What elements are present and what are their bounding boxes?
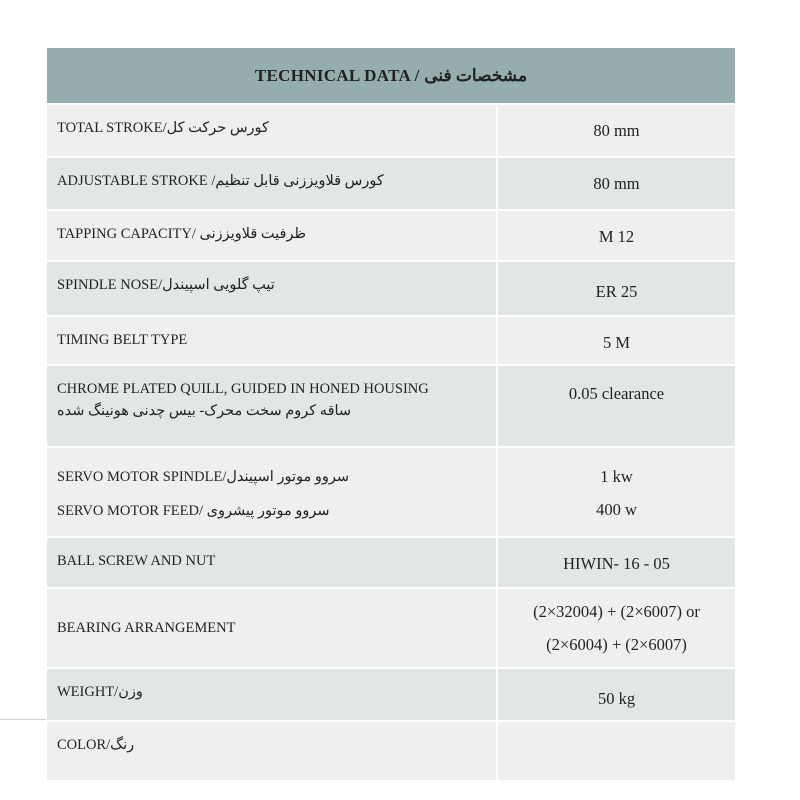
table-row [47, 211, 735, 262]
row-label: BALL SCREW AND NUT [47, 538, 498, 587]
row-label: COLOR/رنگ [47, 722, 498, 780]
table-row [47, 589, 735, 669]
row-value: 0.05 clearance [498, 366, 735, 446]
row-label: TAPPING CAPACITY/ ظرفیت قلاویززنی [47, 211, 498, 260]
row-label: TIMING BELT TYPE [47, 317, 498, 364]
row-label: TOTAL STROKE/کورس حرکت کل [47, 105, 498, 156]
row-label: SPINDLE NOSE/تیپ گلویی اسپیندل [47, 262, 498, 315]
table-row [47, 105, 735, 158]
decorative-line [0, 719, 46, 720]
row-value: HIWIN- 16 - 05 [498, 538, 735, 587]
row-value-line-1: (2×32004) + (2×6007) or [533, 602, 700, 621]
table-row [47, 669, 735, 722]
row-label: ADJUSTABLE STROKE /کورس قلاویززنی قابل تنظیم [47, 158, 498, 209]
row-value: 80 mm [498, 158, 735, 209]
row-value: 50 kg [498, 669, 735, 720]
table-row [47, 158, 735, 211]
row-value: 5 M [498, 317, 735, 364]
row-value: M 12 [498, 211, 735, 260]
row-label: BEARING ARRANGEMENT [47, 589, 498, 667]
table-row [47, 317, 735, 366]
technical-data-table [47, 48, 735, 780]
table-header: TECHNICAL DATA / مشخصات فنی [47, 48, 735, 105]
row-value-line-1: 1 kw [600, 467, 633, 486]
row-value [498, 448, 735, 536]
row-value [498, 589, 735, 667]
row-label-line-1: SERVO MOTOR SPINDLE/سروو موتور اسپیندل [57, 469, 350, 485]
row-label-line-1: CHROME PLATED QUILL, GUIDED IN HONED HOUSING [57, 381, 429, 397]
row-label-line-2: SERVO MOTOR FEED/ سروو موتور پیشروی [57, 503, 330, 520]
row-label [47, 366, 498, 446]
row-label: WEIGHT/وزن [47, 669, 498, 720]
table-row [47, 366, 735, 448]
row-label [47, 448, 498, 536]
table-row [47, 538, 735, 589]
row-value-line-2: (2×6004) + (2×6007) [546, 635, 687, 654]
table-row [47, 448, 735, 538]
row-value [498, 722, 735, 780]
row-value: 80 mm [498, 105, 735, 156]
row-value: ER 25 [498, 262, 735, 315]
table-row [47, 262, 735, 317]
table-row [47, 722, 735, 780]
row-label-line-2: ساقه کروم سخت محرک- بیس چدنی هونینگ شده [57, 403, 352, 420]
row-value-line-2: 400 w [596, 500, 637, 519]
